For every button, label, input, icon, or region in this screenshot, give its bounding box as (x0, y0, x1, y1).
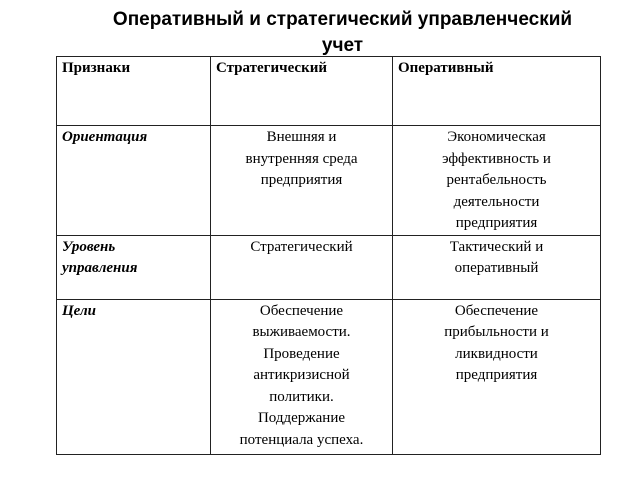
header-cell-operational: Оперативный (393, 57, 601, 126)
row-label-orientation: Ориентация (57, 126, 211, 236)
table-row (57, 299, 601, 454)
cell-strategic-orientation: Внешняя и внутренняя среда предприятия (211, 126, 393, 236)
cell-operational-orientation: Экономическая эффективность и рентабельность деятельности предприятия (393, 126, 601, 236)
header-cell-criteria: Признаки (57, 57, 211, 126)
row-label-goals: Цели (57, 299, 211, 454)
table-header-row (57, 57, 601, 126)
row-label-management-level: Уровень управления (57, 235, 211, 299)
comparison-table (56, 56, 601, 455)
cell-strategic-management-level: Стратегический (211, 235, 393, 299)
slide-title-text: Оперативный и стратегический управленческий учет (112, 9, 573, 56)
cell-strategic-goals: Обеспечение выживаемости. Проведение антикризисной политики. Поддержание потенциала успеха. (211, 299, 393, 454)
slide-title (80, 6, 605, 59)
header-cell-strategic: Стратегический (211, 57, 393, 126)
cell-operational-goals: Обеспечение прибыльности и ликвидности предприятия (393, 299, 601, 454)
cell-operational-management-level: Тактический и оперативный (393, 235, 601, 299)
table-row (57, 126, 601, 236)
table-row (57, 235, 601, 299)
